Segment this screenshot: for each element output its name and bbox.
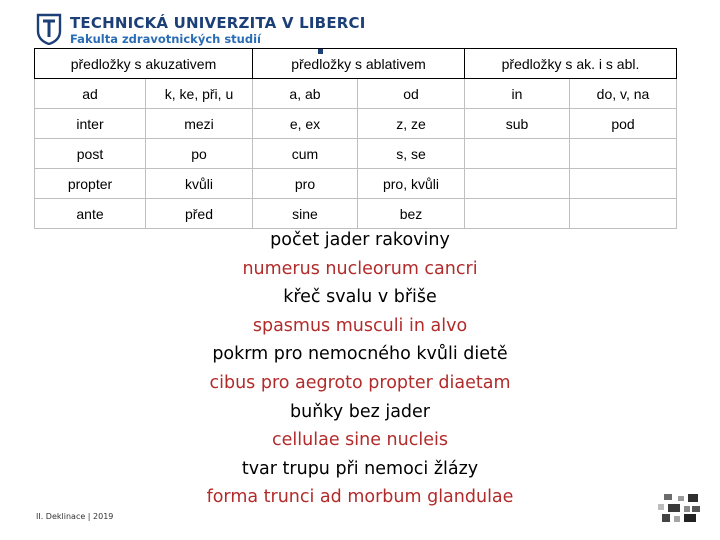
table-row	[35, 79, 677, 109]
latin-both-cell	[465, 139, 570, 169]
czech-accusative-cell: kvůli	[146, 169, 253, 199]
czech-phrase: počet jader rakoviny	[270, 230, 450, 250]
czech-both-cell: pod	[570, 109, 677, 139]
czech-both-cell: do, v, na	[570, 79, 677, 109]
latin-both-cell	[465, 199, 570, 229]
czech-accusative-cell: k, ke, při, u	[146, 79, 253, 109]
czech-accusative-cell: před	[146, 199, 253, 229]
header-both: předložky s ak. i s abl.	[465, 49, 677, 79]
czech-both-cell	[570, 139, 677, 169]
latin-accusative-cell: post	[35, 139, 146, 169]
latin-both-cell: in	[465, 79, 570, 109]
latin-accusative-cell: inter	[35, 109, 146, 139]
corner-pixel-logo	[658, 494, 700, 522]
czech-both-cell	[570, 199, 677, 229]
university-logo-icon	[36, 13, 62, 45]
czech-ablative-cell: z, ze	[358, 109, 465, 139]
latin-accusative-cell: ante	[35, 199, 146, 229]
czech-ablative-cell: od	[358, 79, 465, 109]
latin-ablative-cell: cum	[253, 139, 358, 169]
latin-both-cell: sub	[465, 109, 570, 139]
translation-lines	[120, 226, 600, 512]
czech-ablative-cell: bez	[358, 199, 465, 229]
czech-accusative-cell: mezi	[146, 109, 253, 139]
faculty-name: Fakulta zdravotnických studií	[70, 32, 261, 46]
table-row	[35, 139, 677, 169]
latin-phrase: cellulae sine nucleis	[272, 430, 448, 451]
university-name: TECHNICKÁ UNIVERZITA V LIBERCI	[70, 14, 366, 32]
table-header-row	[35, 49, 677, 79]
latin-phrase: cibus pro aegroto propter diaetam	[209, 372, 511, 393]
latin-both-cell	[465, 169, 570, 199]
table-row	[35, 199, 677, 229]
header-accusative: předložky s akuzativem	[35, 49, 253, 79]
latin-accusative-cell: ad	[35, 79, 146, 109]
prepositions-table	[34, 48, 677, 229]
table-row	[35, 169, 677, 199]
czech-phrase: tvar trupu při nemoci žlázy	[241, 458, 479, 479]
czech-both-cell	[570, 169, 677, 199]
table-row	[35, 109, 677, 139]
latin-ablative-cell: sine	[253, 199, 358, 229]
czech-accusative-cell: po	[146, 139, 253, 169]
czech-phrase: pokrm pro nemocného kvůli dietě	[212, 344, 508, 365]
czech-ablative-cell: s, se	[358, 139, 465, 169]
header-ablative: předložky s ablativem	[253, 49, 465, 79]
czech-phrase: buňky bez jader	[290, 401, 430, 422]
latin-phrase: numerus nucleorum cancri	[242, 258, 478, 279]
czech-ablative-cell: pro, kvůli	[358, 169, 465, 199]
latin-accusative-cell: propter	[35, 169, 146, 199]
latin-phrase: forma trunci ad morbum glandulae	[206, 487, 514, 508]
latin-ablative-cell: a, ab	[253, 79, 358, 109]
university-logo	[36, 13, 366, 47]
latin-phrase: spasmus musculi in alvo	[252, 315, 468, 336]
latin-ablative-cell: pro	[253, 169, 358, 199]
footer-label: II. Deklinace | 2019	[36, 512, 114, 521]
latin-ablative-cell: e, ex	[253, 109, 358, 139]
czech-phrase: křeč svalu v břiše	[283, 287, 437, 308]
